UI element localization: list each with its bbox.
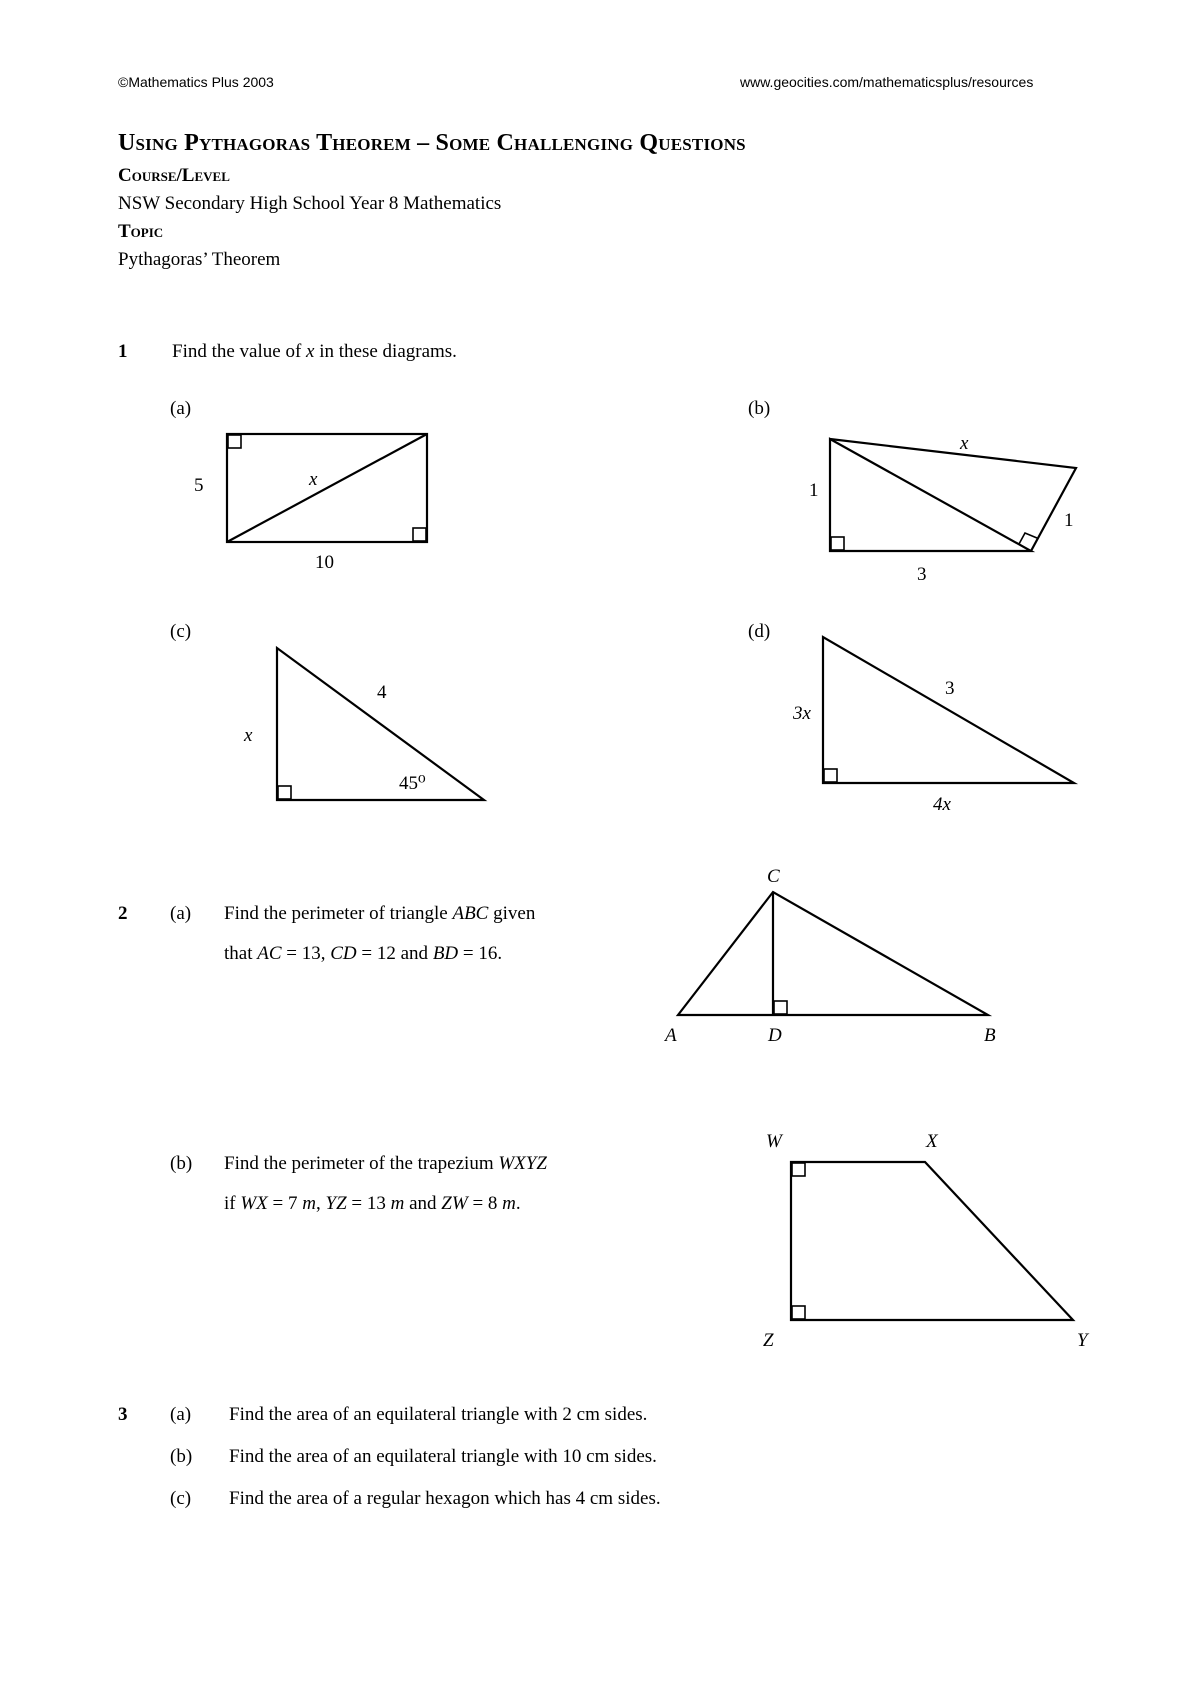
side-label-bottom: 10 (315, 552, 334, 573)
vertex-label-y: Y (1077, 1330, 1088, 1351)
diagonal-line (227, 434, 427, 542)
q1-part-c-label: (c) (170, 621, 192, 642)
triangle-shape (823, 637, 1074, 783)
q2-a-line1: Find the perimeter of triangle ABC given (224, 903, 536, 924)
q3-item-c-label: (c) (170, 1488, 192, 1509)
right-angle-mark (413, 528, 426, 541)
right-angle-mark (278, 786, 291, 799)
q1-part-b-label: (b) (748, 398, 771, 419)
trapezium-shape (791, 1162, 1073, 1320)
diagonal-label: x (309, 469, 318, 490)
question-1-number: 1 (118, 341, 128, 362)
side-label-bottom: 4x (933, 794, 951, 815)
right-angle-mark (1019, 533, 1037, 544)
q2-part-b-label: (b) (170, 1153, 193, 1174)
q3-item-a-text: Find the area of an equilateral triangle with 2 cm sides. (229, 1404, 648, 1425)
right-angle-mark (792, 1163, 805, 1176)
question-3-number: 3 (118, 1404, 128, 1425)
triangle-shape (678, 892, 988, 1015)
triangle-inner (830, 439, 1031, 551)
topic-value: Pythagoras’ Theorem (118, 249, 281, 270)
diagram-q1c-triangle (243, 648, 484, 800)
vertex-label-d: D (768, 1025, 782, 1046)
course-value: NSW Secondary High School Year 8 Mathematics (118, 193, 502, 214)
q2-b-line2: if WX = 7 m, YZ = 13 m and ZW = 8 m. (224, 1193, 521, 1214)
diagram-q1d-triangle (792, 637, 1074, 815)
right-angle-mark (774, 1001, 787, 1014)
angle-label: 45⁰ (399, 773, 426, 794)
q3-item-a-label: (a) (170, 1404, 192, 1425)
q1-part-a-label: (a) (170, 398, 192, 419)
q1-part-d-label: (d) (748, 621, 771, 642)
side-label-top: x (960, 433, 969, 454)
q3-item-b-label: (b) (170, 1446, 193, 1467)
hypotenuse-label: 4 (377, 682, 387, 703)
q2-part-a-label: (a) (170, 903, 192, 924)
side-label-left: 5 (194, 475, 204, 496)
vertex-label-c: C (767, 866, 780, 887)
question-1-text: Find the value of x in these diagrams. (172, 341, 457, 362)
q3-item-c-text: Find the area of a regular hexagon which has 4 cm sides. (229, 1488, 661, 1509)
side-label-left: 1 (809, 480, 819, 501)
header-url: www.geocities.com/mathematicsplus/resources (740, 74, 1034, 90)
side-label-left: x (244, 725, 253, 746)
vertex-label-a: A (665, 1025, 677, 1046)
vertex-label-z: Z (763, 1330, 774, 1351)
q3-item-b-text: Find the area of an equilateral triangle with 10 cm sides. (229, 1446, 657, 1467)
q2-b-line1: Find the perimeter of the trapezium WXYZ (224, 1153, 547, 1174)
side-label-right: 1 (1064, 510, 1074, 531)
right-angle-mark (792, 1306, 805, 1319)
vertex-label-w: W (766, 1131, 782, 1152)
diagram-q1b-triangles (809, 433, 1076, 585)
diagram-q1a-rectangle (194, 434, 427, 573)
side-label-left: 3x (793, 703, 811, 724)
vertex-label-x: X (926, 1131, 938, 1152)
question-2-number: 2 (118, 903, 128, 924)
page-title: Using Pythagoras Theorem – Some Challenging Questions (118, 130, 746, 156)
topic-label: Topic (118, 221, 164, 242)
right-angle-mark (824, 769, 837, 782)
header-copyright: ©Mathematics Plus 2003 (118, 74, 274, 90)
course-label: Course/Level (118, 165, 230, 186)
q2-a-line2: that AC = 13, CD = 12 and BD = 16. (224, 943, 503, 964)
right-angle-mark (831, 537, 844, 550)
right-angle-mark (228, 435, 241, 448)
vertex-label-b: B (984, 1025, 996, 1046)
hypotenuse-label: 3 (945, 678, 955, 699)
diagram-q2b-trapezium (763, 1131, 1090, 1351)
triangle-outer (830, 439, 1076, 551)
side-label-bottom: 3 (917, 564, 927, 585)
diagram-q2a-triangle (663, 866, 996, 1046)
triangle-shape (277, 648, 484, 800)
